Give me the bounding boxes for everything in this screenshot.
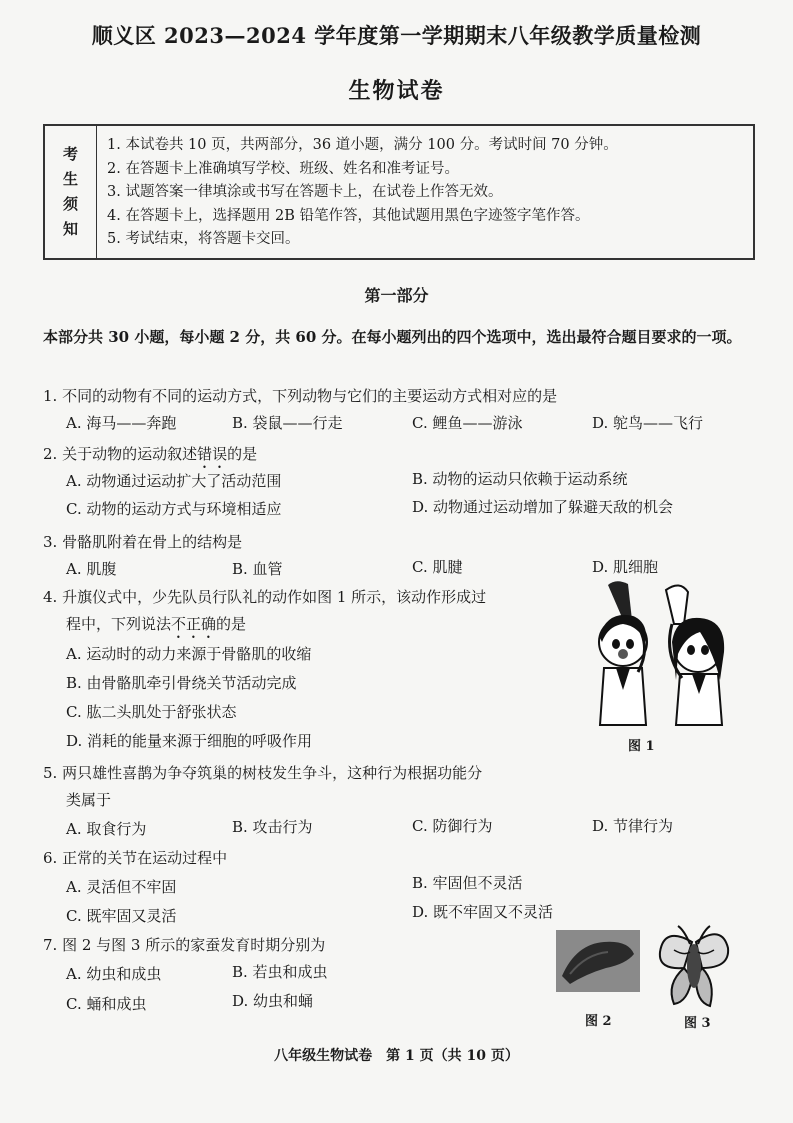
question-stem: 7. 图 2 与图 3 所示的家蚕发育时期分别为 [43, 936, 326, 954]
notice-item: 2. 在答题卡上准确填写学校、班级、姓名和准考证号。 [107, 160, 459, 177]
option-d: D. 节律行为 [592, 817, 674, 835]
emphasis-text: 错误 [197, 445, 228, 463]
question-stem: 1. 不同的动物有不同的运动方式，下列动物与它们的主要运动方式相对应的是 [43, 387, 558, 405]
option-c: C. 蛹和成虫 [66, 995, 147, 1013]
notice-box [43, 124, 755, 260]
option-b: B. 攻击行为 [232, 818, 313, 836]
section-title: 第一部分 [364, 286, 429, 305]
option-d: D. 鸵鸟——飞行 [592, 414, 704, 432]
question-stem: 6. 正常的关节在运动过程中 [43, 849, 228, 867]
option-a: A. 幼虫和成虫 [66, 965, 162, 983]
question-stem-text: 程中，下列说法 [66, 615, 172, 633]
option-d: D. 既不牢固又不灵活 [412, 903, 554, 921]
question-stem-text: 的是 [227, 445, 258, 463]
option-a: A. 灵活但不牢固 [66, 878, 177, 896]
option-d: D. 动物通过运动增加了躲避天敌的机会 [412, 498, 674, 516]
notice-item: 3. 试题答案一律填涂或书写在答题卡上，在试卷上作答无效。 [107, 184, 503, 200]
figure-2-silkworm-larva [556, 930, 640, 992]
question-stem-text: 2. 关于动物的运动叙述 [43, 445, 198, 463]
option-a: A. 运动时的动力来源于骨骼肌的收缩 [66, 645, 312, 663]
notice-list [107, 134, 618, 252]
notice-item: 5. 考试结束，将答题卡交回。 [107, 231, 300, 247]
option-a: A. 肌腹 [66, 560, 117, 578]
option-c: C. 防御行为 [412, 817, 493, 835]
option-c: C. 鲤鱼——游泳 [412, 414, 523, 432]
emphasis-text: 不正确 [171, 615, 217, 633]
question-stem [66, 613, 246, 642]
option-c: C. 肱二头肌处于舒张状态 [66, 703, 237, 721]
notice-label [45, 126, 97, 258]
notice-label-char: 须 [62, 195, 78, 213]
question-stem: 5. 两只雄性喜鹊为争夺筑巢的树枝发生争斗，这种行为根据功能分 [43, 764, 483, 782]
option-a: A. 海马——奔跑 [66, 414, 177, 432]
figure-1-saluting-students [588, 580, 748, 730]
figure-1-caption: 图 1 [628, 739, 655, 754]
option-c: C. 肌腱 [412, 558, 463, 576]
exam-subtitle: 生物试卷 [348, 78, 445, 104]
option-a: A. 动物通过运动扩大了活动范围 [66, 472, 282, 490]
question-stem: 4. 升旗仪式中，少先队员行队礼的动作如图 1 所示，该动作形成过 [43, 588, 487, 606]
option-b: B. 袋鼠——行走 [232, 414, 343, 432]
option-d: D. 消耗的能量来源于细胞的呼吸作用 [66, 732, 313, 750]
notice-item: 1. 本试卷共 10 页，共两部分，36 道小题，满分 100 分。考试时间 70 分钟。 [107, 137, 618, 153]
figure-2-caption: 图 2 [585, 1014, 612, 1029]
question-stem: 3. 骨骼肌附着在骨上的结构是 [43, 533, 243, 551]
option-c: C. 动物的运动方式与环境相适应 [66, 500, 282, 518]
notice-label-char: 生 [62, 170, 78, 188]
option-b: B. 由骨骼肌牵引骨绕关节活动完成 [66, 674, 297, 692]
option-c: C. 既牢固又灵活 [66, 907, 177, 925]
option-b: B. 动物的运动只依赖于运动系统 [412, 470, 628, 488]
figure-3-silkworm-moth [654, 922, 734, 1010]
question-stem-text: 的是 [216, 615, 247, 633]
option-d: D. 肌细胞 [592, 558, 659, 576]
page-footer: 八年级生物试卷 第 1 页（共 10 页） [274, 1048, 519, 1064]
option-a: A. 取食行为 [66, 820, 147, 838]
figure-3-caption: 图 3 [684, 1016, 711, 1031]
exam-title: 顺义区 2023—2024 学年度第一学期期末八年级教学质量检测 [91, 23, 702, 48]
notice-item: 4. 在答题卡上，选择题用 2B 铅笔作答，其他试题用黑色字迹签字笔作答。 [107, 207, 590, 224]
option-b: B. 牢固但不灵活 [412, 874, 523, 892]
question-stem [43, 443, 257, 472]
notice-label-char: 考 [62, 145, 78, 163]
notice-label-char: 知 [62, 220, 78, 238]
question-stem: 类属于 [66, 791, 112, 809]
section-intro: 本部分共 30 小题，每小题 2 分，共 60 分。在每小题列出的四个选项中，选出最符合题目要求的一项。 [43, 328, 742, 346]
option-b: B. 血管 [232, 560, 283, 578]
option-d: D. 幼虫和蛹 [232, 992, 314, 1010]
option-b: B. 若虫和成虫 [232, 963, 328, 981]
